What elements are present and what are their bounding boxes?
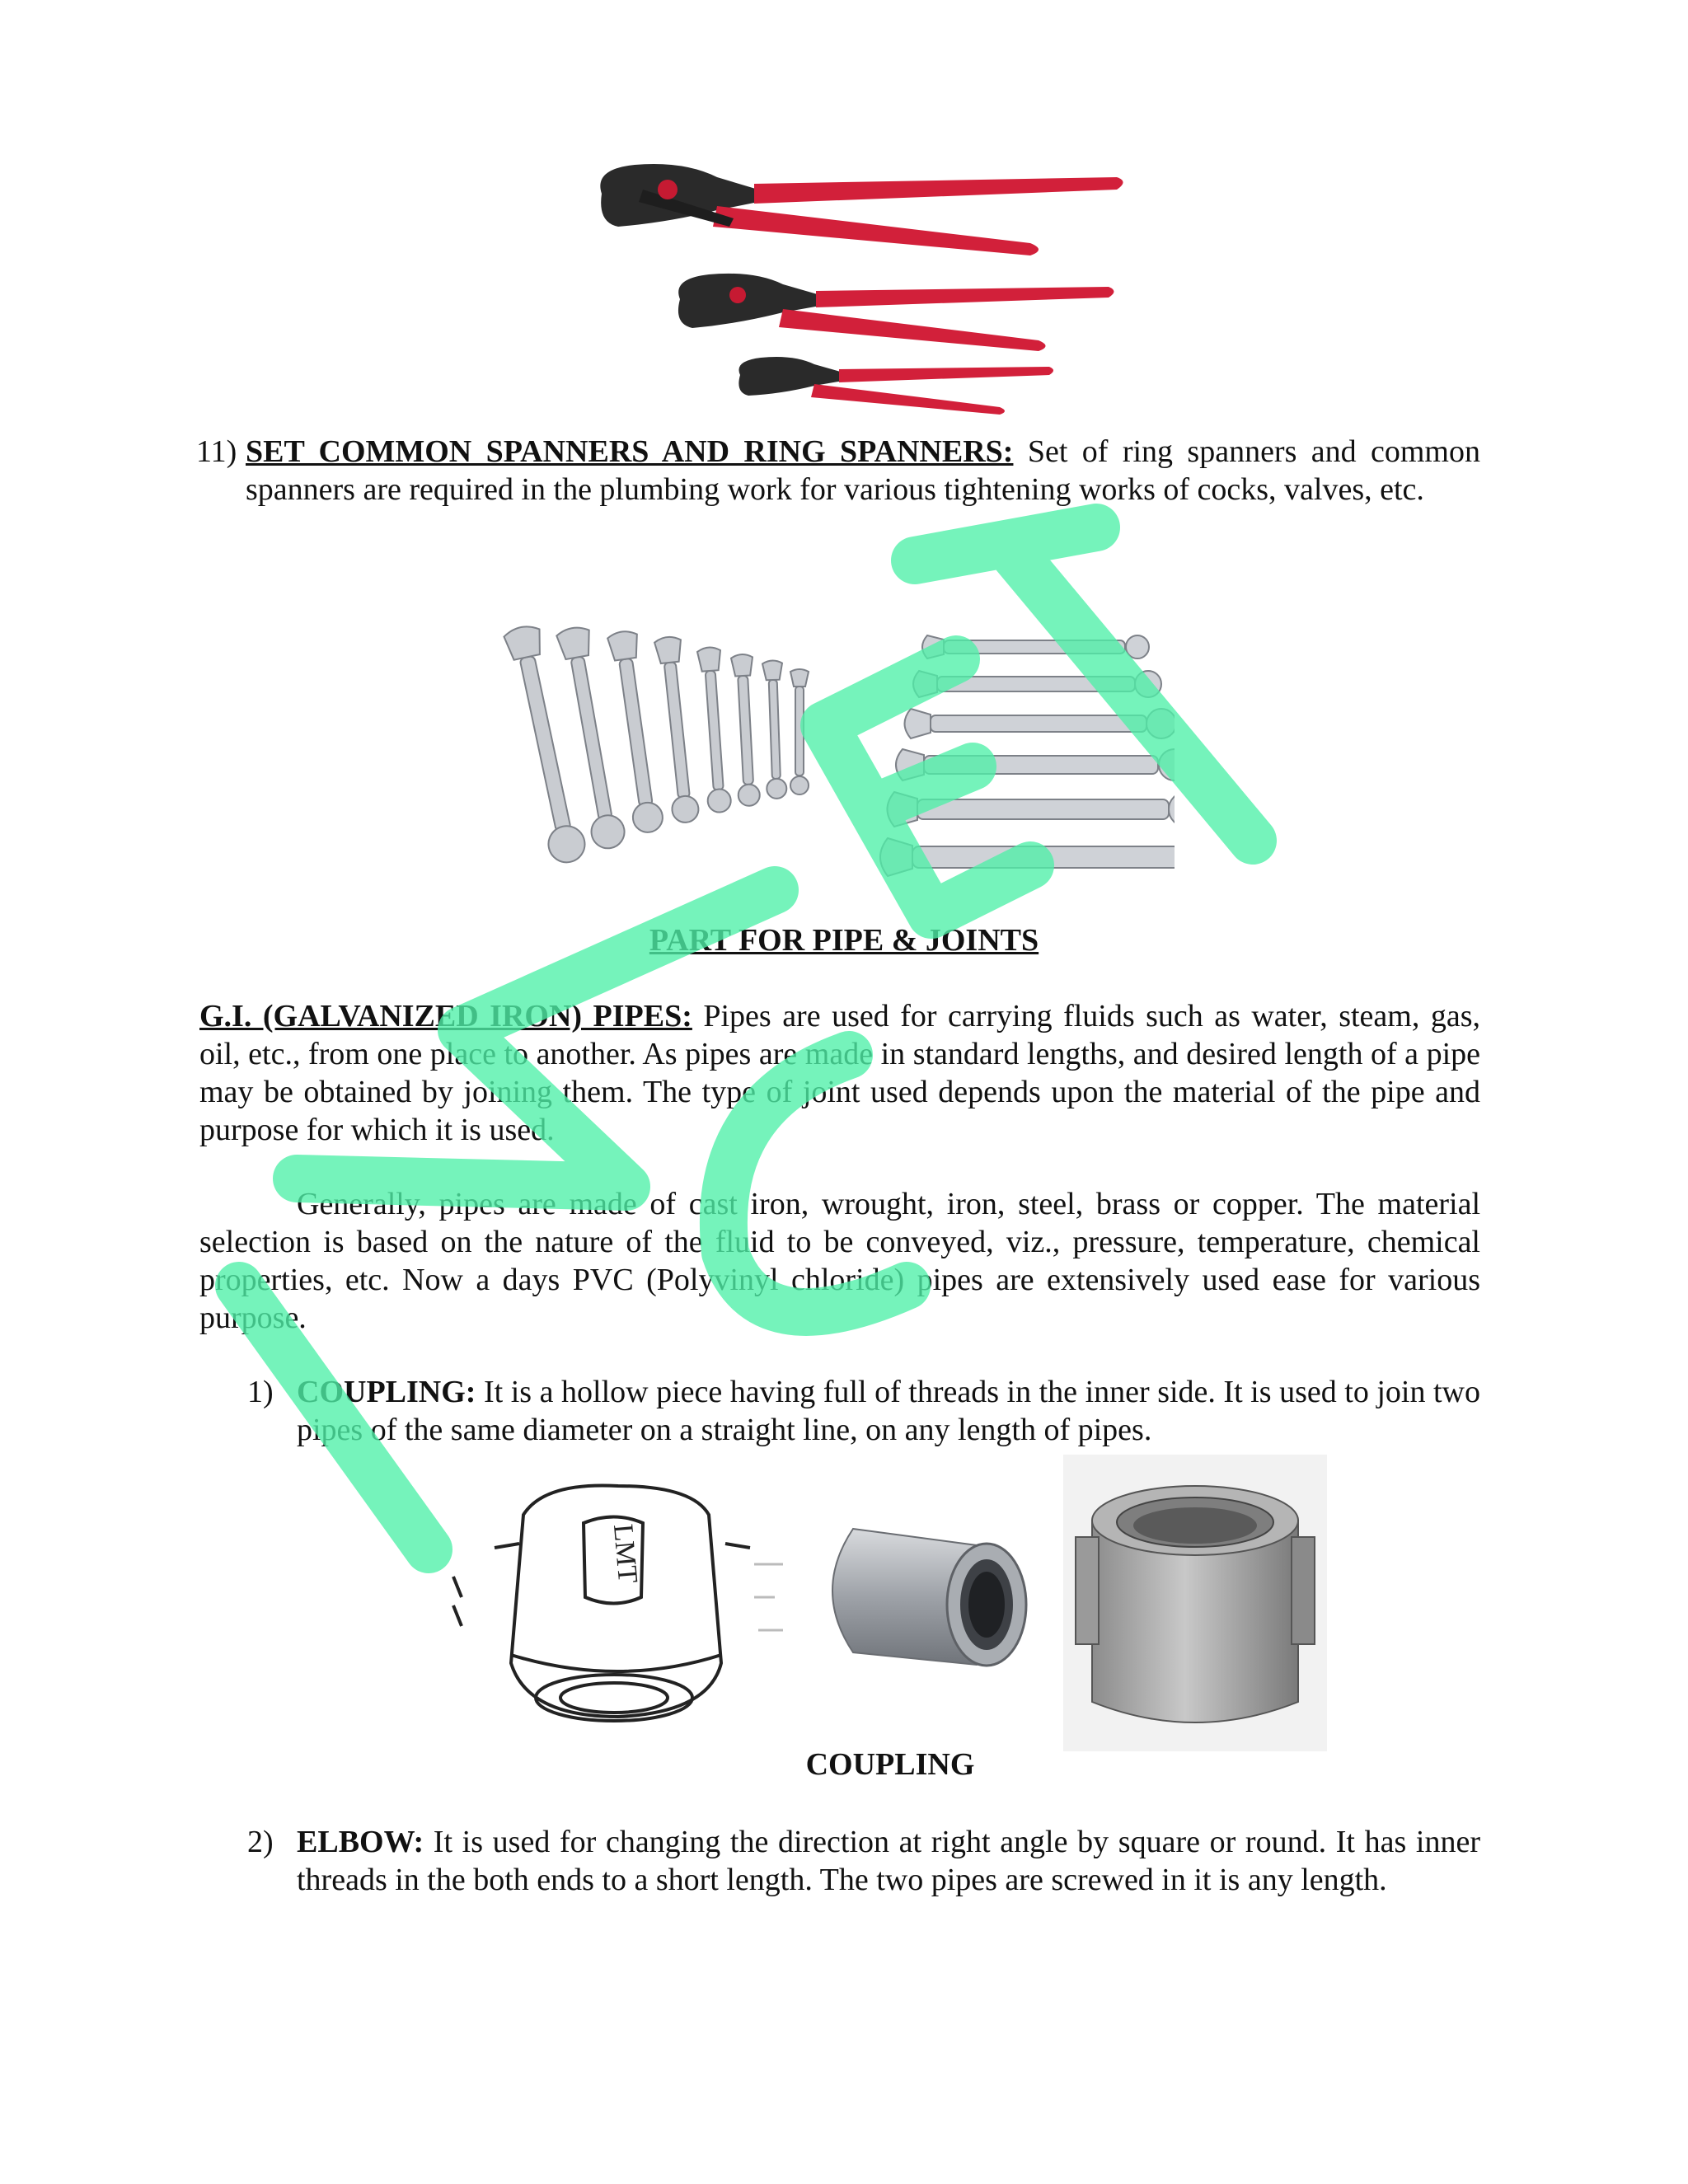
coupling-photo-image [812, 1504, 1039, 1694]
item-11-heading: SET COMMON SPANNERS AND RING SPANNERS: [246, 434, 1014, 469]
coupling-number: 1) [247, 1375, 274, 1409]
coupling-sketch-image [445, 1465, 791, 1754]
item-11-body: Set of ring spanners and common spanners are required in the plumbing work for various tightening works of cocks, valves, etc. [246, 434, 1480, 507]
plier-small [738, 357, 1053, 415]
elbow-number: 2) [247, 1825, 274, 1859]
plier-medium [678, 274, 1114, 351]
galvanized-coupling-photo [812, 1504, 1039, 1694]
elbow-heading: ELBOW: [297, 1825, 424, 1859]
part-heading-text: PART FOR PIPE & JOINTS [649, 923, 1039, 958]
gi-pipes-body: Pipes are used for carrying fluids such as water, steam, gas, oil, etc., from one place to another. As pipes are made in standard lengths, and desired length of a pipe may be obtained by joining them. The type of joint used depends upon the material of the pipe and purpose for which it is used. [199, 999, 1480, 1147]
coupling-body: It is a hollow piece having full of threads in the inner side. It is used to join two pipes of the same diameter on a straight line, on any length of pipes. [297, 1375, 1480, 1447]
item-11-number: 11) [196, 434, 237, 469]
coupling-heading: COUPLING: [297, 1375, 476, 1409]
spanners-image [490, 618, 1175, 907]
pliers-image [569, 144, 1146, 420]
elbow-paragraph [297, 1823, 1480, 1899]
coupling-caption [0, 1746, 1688, 1783]
materials-paragraph: Generally, pipes are made of cast iron, wrought, iron, steel, brass or copper. The material selection is based on the nature of the fluid to be conveyed, viz., pressure, temperature, chemical properties, etc. Now a days PVC (Polyvinyl chloride) pipes are extensively used ease for various purpose. [199, 1187, 1480, 1335]
spanner-set-illustration [490, 618, 1175, 907]
item-11-paragraph [246, 433, 1480, 509]
elbow-body: It is used for changing the direction at right angle by square or round. It has inner threads in the both ends to a short length. The two pipes are screwed in it is any length. [297, 1825, 1480, 1897]
combination-spanners-horizontal [880, 635, 1175, 876]
part-heading [0, 921, 1688, 959]
coupling-line-drawing [445, 1465, 791, 1754]
gi-pipes-heading: G.I. (GALVANIZED IRON) PIPES: [199, 999, 692, 1033]
gi-pipes-paragraph [199, 997, 1480, 1149]
coupling-paragraph [297, 1373, 1480, 1449]
coupling-3d-render [1063, 1455, 1327, 1751]
coupling-render-image [1063, 1455, 1327, 1751]
coupling-caption-text: COUPLING [805, 1747, 975, 1782]
combination-spanners-vertical [503, 624, 809, 866]
water-pump-pliers-illustration [569, 144, 1146, 420]
coupling-sketch-label: LMT [607, 1522, 644, 1585]
plier-large [600, 164, 1123, 255]
